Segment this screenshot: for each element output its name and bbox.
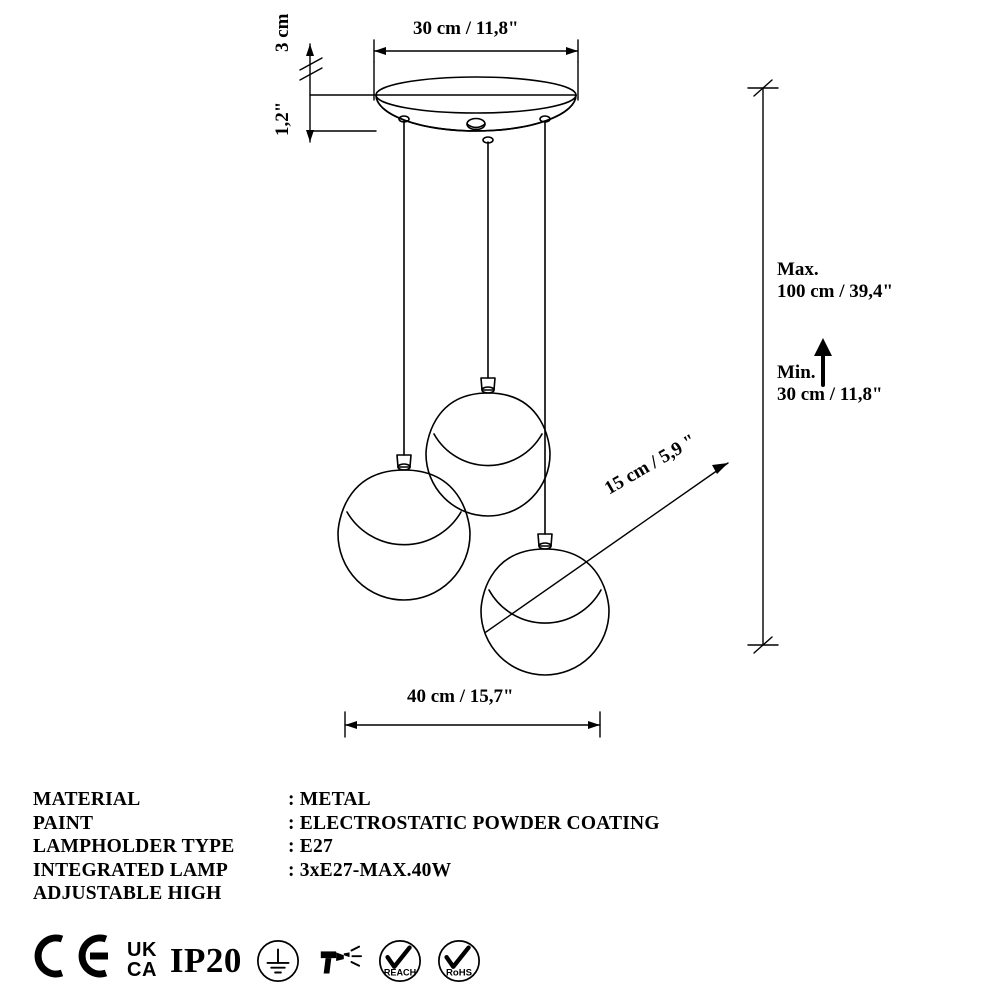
spec-value [283, 860, 660, 884]
spec-value-text: 3xE27-MAX.40W [299, 859, 452, 881]
reach-badge-icon [377, 938, 423, 984]
label-bottom-width: 40 cm / 15,7" [407, 686, 514, 707]
spec-separator: : [288, 789, 295, 810]
spec-value [283, 836, 660, 860]
spec-value-text: E27 [299, 836, 333, 858]
pendant-left [338, 116, 470, 600]
spec-separator: : [288, 859, 295, 881]
spray-gun-icon [314, 938, 364, 984]
label-max-prefix: Max. [777, 259, 819, 280]
spec-value-text: METAL [299, 789, 371, 810]
ce-mark-icon [26, 930, 114, 991]
ukca-line1: UK [127, 939, 157, 962]
pendant-center [426, 137, 550, 516]
dimension-canopy-height [300, 44, 376, 142]
rohs-badge-label: RoHS [445, 966, 472, 978]
spec-separator: : [288, 812, 295, 834]
label-canopy-height-text: 3 cm [272, 13, 293, 52]
spec-value [283, 813, 660, 837]
spec-row [33, 883, 660, 907]
rohs-badge-icon [436, 938, 482, 984]
label-max-value: 100 cm / 39,4" [777, 281, 894, 303]
label-max-drop [777, 259, 893, 304]
specification-table [33, 789, 660, 907]
spec-key: LAMPHOLDER TYPE [33, 836, 235, 858]
dimension-bottom-width [345, 712, 600, 737]
label-min-value: 30 cm / 11,8" [777, 384, 883, 406]
spec-key: INTEGRATED LAMP [33, 859, 228, 881]
spec-key: PAINT [33, 812, 94, 834]
spec-key: MATERIAL [33, 789, 141, 810]
spec-value-text: ELECTROSTATIC POWDER COATING [299, 812, 660, 834]
spec-value [283, 789, 660, 813]
spec-row [33, 813, 660, 837]
dimension-drop-height [748, 80, 778, 653]
label-top-width: 30 cm / 11,8" [413, 18, 519, 39]
ceiling-canopy [376, 77, 576, 131]
spec-value [283, 883, 660, 907]
spec-row [33, 836, 660, 860]
label-shade-diameter: 15 cm / 5,9 " [601, 430, 700, 500]
ukca-mark [127, 941, 157, 980]
ip-rating-label: IP20 [169, 941, 242, 980]
label-min-prefix: Min. [777, 362, 816, 383]
ukca-line2: CA [127, 958, 157, 981]
ce-logo-icon [26, 930, 114, 982]
label-min-drop [777, 362, 883, 407]
spec-separator: : [288, 836, 295, 858]
label-canopy-height [272, 13, 294, 136]
label-canopy-height-inch: 1,2" [272, 101, 293, 136]
spec-key: ADJUSTABLE HIGH [33, 883, 222, 905]
spec-row [33, 789, 660, 813]
dimension-top-width [374, 40, 578, 100]
spec-row [33, 860, 660, 884]
reach-badge-label: REACH [383, 966, 417, 977]
certification-row [26, 930, 482, 991]
protective-earth-icon [255, 938, 301, 984]
